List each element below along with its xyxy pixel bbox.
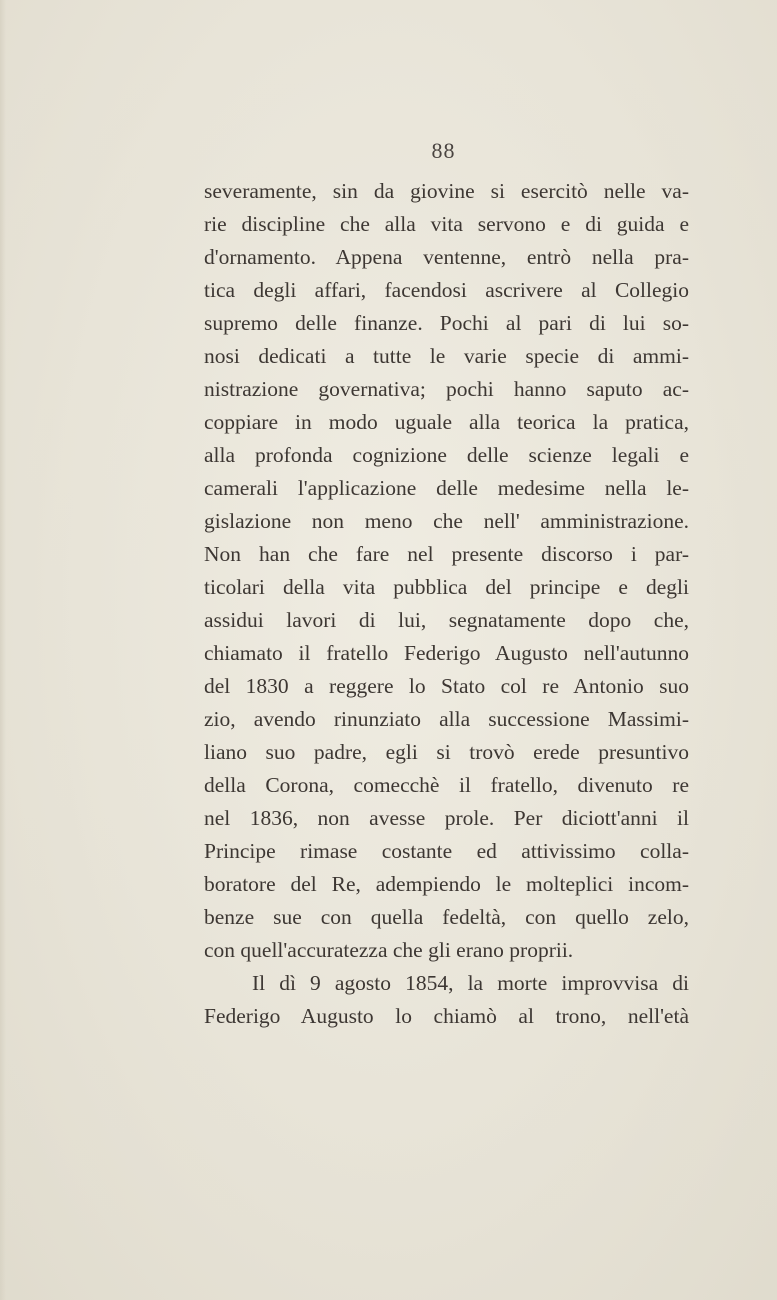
text-line: della Corona, comecchè il fratello, divenuto re xyxy=(204,773,689,797)
text-line: con quell'accuratezza che gli erano proprii. xyxy=(204,938,574,962)
text-line: benze sue con quella fedeltà, con quello zelo, xyxy=(204,905,689,929)
text-line: liano suo padre, egli si trovò erede presuntivo xyxy=(204,740,689,764)
text-line: tica degli affari, facendosi ascrivere al Collegio xyxy=(204,278,689,302)
text-line: alla profonda cognizione delle scienze legali e xyxy=(204,443,689,467)
text-line: del 1830 a reggere lo Stato col re Antonio suo xyxy=(204,674,689,698)
text-line: Principe rimase costante ed attivissimo colla- xyxy=(204,839,689,863)
text-line: ticolari della vita pubblica del principe e degli xyxy=(204,575,689,599)
body-text xyxy=(204,175,689,1033)
text-line: assidui lavori di lui, segnatamente dopo che, xyxy=(204,608,689,632)
text-line: nel 1836, non avesse prole. Per diciott'anni il xyxy=(204,806,689,830)
text-line: Non han che fare nel presente discorso i par- xyxy=(204,542,689,566)
page-number: 88 xyxy=(431,138,456,163)
text-line: severamente, sin da giovine si esercitò nelle va- xyxy=(204,179,689,203)
text-line: camerali l'applicazione delle medesime nella le- xyxy=(204,476,689,500)
text-line: zio, avendo rinunziato alla successione Massimi- xyxy=(204,707,689,731)
text-line: nistrazione governativa; pochi hanno saputo ac- xyxy=(204,377,689,401)
page-edge-shadow xyxy=(0,0,6,1300)
text-line: coppiare in modo uguale alla teorica la pratica, xyxy=(204,410,689,434)
text-line: boratore del Re, adempiendo le molteplici incom- xyxy=(204,872,689,896)
text-line: Federigo Augusto lo chiamò al trono, nell'età xyxy=(204,1004,689,1028)
text-line: rie discipline che alla vita servono e di guida e xyxy=(204,212,689,236)
text-line: nosi dedicati a tutte le varie specie di ammi- xyxy=(204,344,689,368)
paragraph-start-line: Il dì 9 agosto 1854, la morte improvvisa di xyxy=(252,971,689,995)
text-line: d'ornamento. Appena ventenne, entrò nella pra- xyxy=(204,245,689,269)
text-line: supremo delle finanze. Pochi al pari di lui so- xyxy=(204,311,689,335)
text-line: gislazione non meno che nell' amministrazione. xyxy=(204,509,689,533)
text-line: chiamato il fratello Federigo Augusto nell'autunno xyxy=(204,641,689,665)
